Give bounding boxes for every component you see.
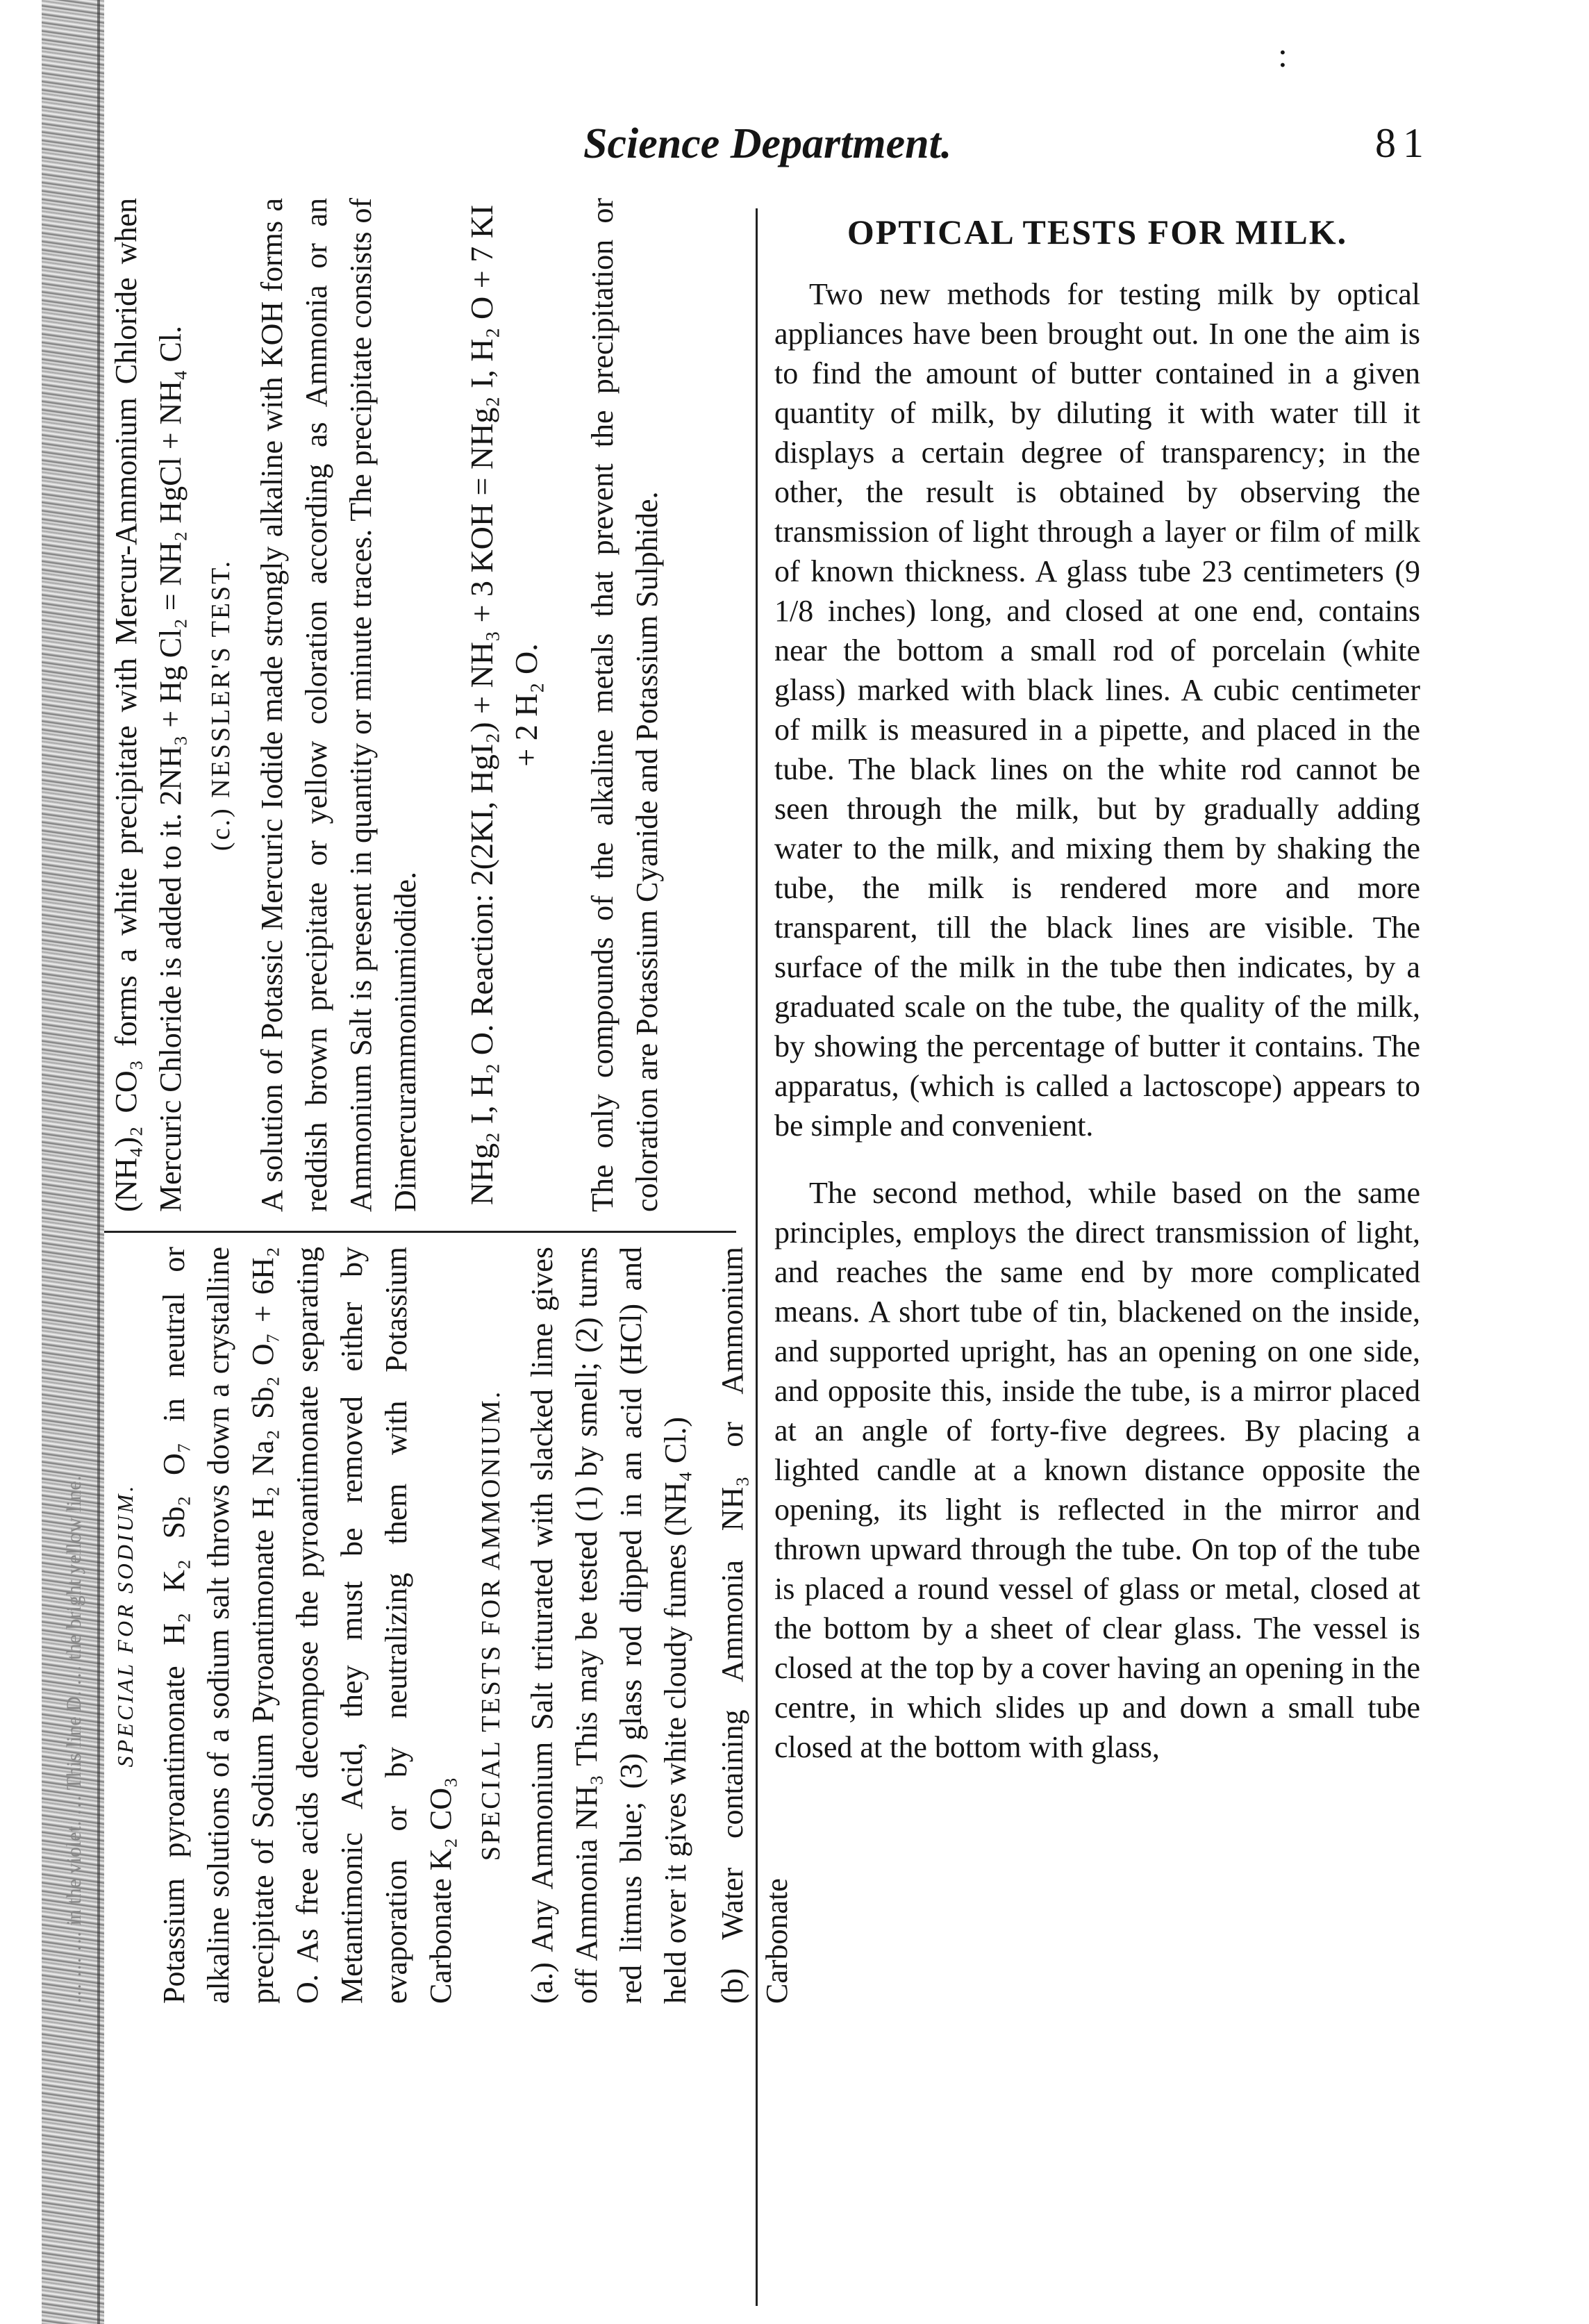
sodium-text: Potassium pyroantimonate H₂ K₂ Sb₂ O₇ in neutral or alkaline solutions of a sodium salt throws down a crystalline precipitate of Sodium Pyroantimonate H₂ Na₂ Sb₂ O₇ + 6H₂ O. As free acids decompose the pyroantimonate separating Metantimonic Acid, they must be removed either by evaporation or by neutralizing them with Potassium Carbonate K₂ CO₃	[157, 1247, 458, 2004]
ammonium-heading: SPECIAL TESTS FOR AMMONIUM.	[476, 1389, 506, 1861]
nessler-section	[104, 198, 682, 1212]
closing-text: The only compounds of the alkaline metals that prevent the precipitation or coloration are Potassium Cyanide and Potassium Sulphide.	[585, 198, 664, 1212]
ammonium-b-text: (b) Water containing Ammonia NH₃ or Ammonium Carbonate	[715, 1247, 794, 2004]
binding-shadow	[97, 0, 100, 2324]
rotated-column-divider	[104, 1231, 736, 1233]
ammonium-continued-text: (NH₄)₂ CO₃ forms a white precipitate with Mercur-Ammonium Chloride when Mercuric Chloride is added to it. 2NH₃ + Hg Cl₂ = NH₂ HgCl + NH₄ Cl.	[109, 198, 188, 1212]
article-title: OPTICAL TESTS FOR MILK.	[847, 213, 1348, 251]
page-number: 81	[1375, 120, 1431, 166]
right-column	[774, 198, 1420, 1767]
top-mark: :	[1278, 35, 1288, 74]
paragraph: The second method, while based on the same principles, employs the direct transmission of light, and reaches the same end by more complicated means. A short tube of tin, blackened on the inside, and supported upright, has an opening on one side, and opposite this, inside the tube, is a mirror placed at an angle of forty-five degrees. By placing a lighted candle at a known distance opposite the opening, its light is reflected in the mirror and thrown upward through the tube. On top of the tube is placed a round vessel of glass or metal, closed at the bottom by a sheet of clear glass. The vessel is closed at the top by a cover having an opening in the centre, in which slides up and down a small tube closed at the bottom with glass,	[774, 1176, 1420, 1764]
paragraph: Two new methods for testing milk by optical appliances have been brought out. In one the aim is to find the amount of butter contained in a given quantity of milk, by diluting it with water till it displays a certain degree of transparency; in the other, the result is obtained by observing the transmission of light through a layer or film of milk of known thickness. A glass tube 23 centimeters (9 1/8 inches) long, and closed at one end, contains near the bottom a small rod of porcelain (white glass) marked with black lines. A cubic centimeter of milk is measured in a pipette, and placed in the tube. The black lines on the white rod cannot be seen through the milk, but by gradually adding water to the milk, and mixing them by shaking the tube, the milk is rendered more and more transparent, till the black lines are visible. The surface of the milk in the tube then indicates, by a graduated scale on the tube, the quality of the milk, by showing the percentage of butter it contains. The apparatus, (which is called a lactoscope) appears to be simple and convenient.	[774, 277, 1420, 1143]
nessler-text: A solution of Potassic Mercuric Iodide made strongly alkaline with KOH forms a reddish brown precipitate or yellow coloration according as Ammonia or an Ammonium Salt is present in quantity or minute traces. The precipitate consists of Dimercurammoniumiodide.	[255, 198, 422, 1212]
ammonium-a-text: (a.) Any Ammonium Salt triturated with slacked lime gives off Ammonia NH₃ This may be tested (1) by smell; (2) turns red litmus blue; (3) glass rod dipped in an acid (HCl) and held over it gives white cloudy fumes (NH₄ Cl.)	[525, 1247, 692, 2004]
running-head: Science Department.	[583, 120, 952, 167]
sodium-heading: SPECIAL FOR SODIUM.	[113, 1483, 138, 1768]
nessler-equation: NHg₂ I, H₂ O. Reaction: 2(2KI, HgI₂) + NH₃ + 3 KOH = NHg₂ I, H₂ O + 7 KI + 2 H₂ O.	[464, 204, 544, 1206]
rotated-column	[63, 170, 794, 2004]
sodium-ammonium-section	[104, 1247, 812, 2004]
nessler-heading: (c.) NESSLER'S TEST.	[206, 558, 235, 852]
faded-text: … … … in the violet. … This line D. … the bright yellow line.	[63, 1475, 85, 2004]
